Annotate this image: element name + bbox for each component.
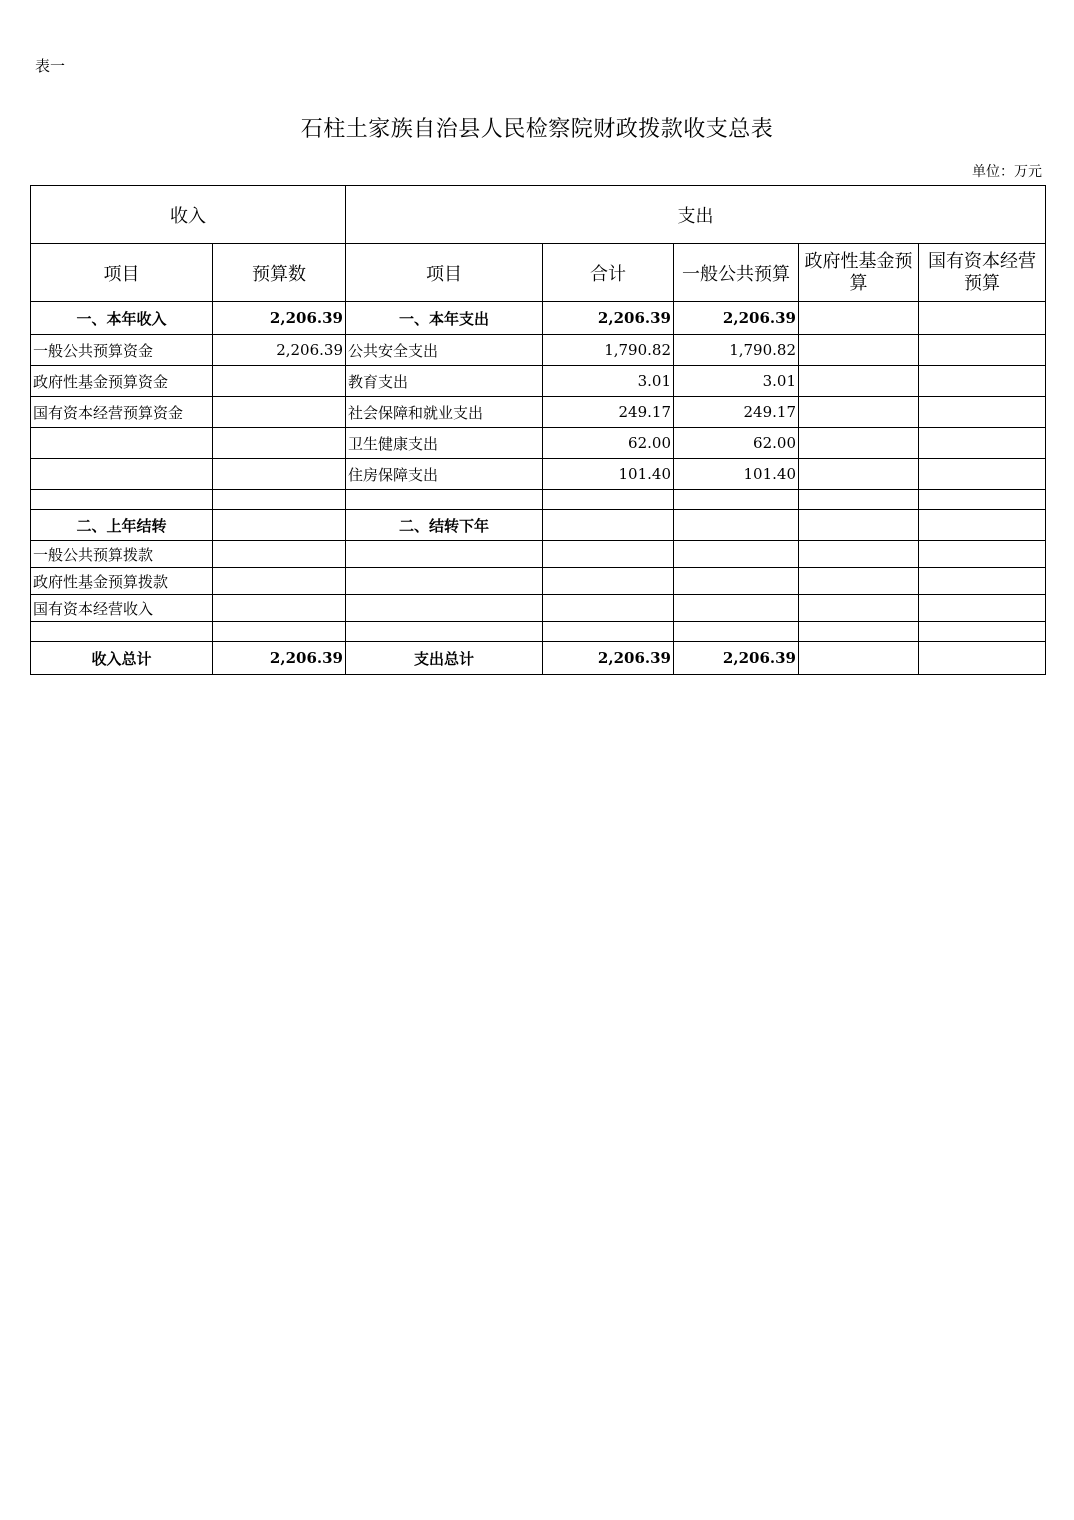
total-header: 合计	[543, 244, 674, 302]
income-value-cell	[213, 366, 346, 397]
income-item-cell: 一般公共预算资金	[31, 335, 213, 366]
income-value-cell	[213, 459, 346, 490]
state-capital-cell	[919, 459, 1046, 490]
income-total-value: 2,206.39	[213, 642, 346, 675]
state-capital-cell	[919, 568, 1046, 595]
gov-fund-cell	[799, 459, 919, 490]
table-row	[31, 490, 1046, 510]
state-capital-cell	[919, 302, 1046, 335]
expense-item-cell: 卫生健康支出	[346, 428, 543, 459]
general-budget-header: 一般公共预算	[674, 244, 799, 302]
general-budget-cell	[674, 541, 799, 568]
state-capital-cell	[919, 335, 1046, 366]
expense-total-value: 2,206.39	[543, 642, 674, 675]
expense-item-cell	[346, 568, 543, 595]
income-item-cell: 政府性基金预算资金	[31, 366, 213, 397]
general-budget-cell	[674, 510, 799, 541]
income-item-cell: 国有资本经营收入	[31, 595, 213, 622]
page-title: 石柱土家族自治县人民检察院财政拨款收支总表	[300, 117, 774, 142]
expense-total-label: 支出总计	[346, 642, 543, 675]
table-row	[31, 335, 1046, 366]
expense-item-cell: 社会保障和就业支出	[346, 397, 543, 428]
general-budget-cell	[674, 622, 799, 642]
state-capital-cell	[919, 541, 1046, 568]
expense-group-header: 支出	[346, 186, 1046, 244]
total-cell: 2,206.39	[543, 302, 674, 335]
table-row	[31, 568, 1046, 595]
gov-fund-budget-header: 政府性基金预算	[799, 244, 919, 302]
total-cell	[543, 541, 674, 568]
expense-item-cell	[346, 541, 543, 568]
income-value-cell	[213, 568, 346, 595]
total-cell: 1,790.82	[543, 335, 674, 366]
gov-fund-cell	[799, 510, 919, 541]
general-budget-cell	[674, 490, 799, 510]
state-capital-cell	[919, 595, 1046, 622]
gov-fund-total-value	[799, 642, 919, 675]
income-value-cell	[213, 490, 346, 510]
expense-item-cell: 住房保障支出	[346, 459, 543, 490]
expense-item-cell	[346, 595, 543, 622]
table-row	[31, 302, 1046, 335]
general-budget-cell	[674, 595, 799, 622]
general-budget-cell: 1,790.82	[674, 335, 799, 366]
income-item-cell: 一般公共预算拨款	[31, 541, 213, 568]
income-value-cell	[213, 428, 346, 459]
income-value-cell	[213, 595, 346, 622]
total-cell: 101.40	[543, 459, 674, 490]
income-value-cell	[213, 397, 346, 428]
income-value-cell	[213, 541, 346, 568]
state-capital-cell	[919, 622, 1046, 642]
income-budget-header: 预算数	[213, 244, 346, 302]
total-cell	[543, 595, 674, 622]
gov-fund-cell	[799, 428, 919, 459]
income-item-cell	[31, 459, 213, 490]
income-item-cell: 国有资本经营预算资金	[31, 397, 213, 428]
expense-item-cell: 公共安全支出	[346, 335, 543, 366]
general-budget-cell: 2,206.39	[674, 302, 799, 335]
gov-fund-cell	[799, 335, 919, 366]
gov-fund-cell	[799, 366, 919, 397]
income-item-header: 项目	[31, 244, 213, 302]
gov-fund-cell	[799, 568, 919, 595]
total-cell	[543, 568, 674, 595]
expense-item-cell	[346, 622, 543, 642]
state-capital-budget-header: 国有资本经营预算	[919, 244, 1046, 302]
budget-table	[30, 185, 1046, 675]
unit-label: 单位：万元	[972, 164, 1042, 180]
table-label: 表一	[35, 57, 66, 75]
gov-fund-cell	[799, 490, 919, 510]
income-item-cell	[31, 490, 213, 510]
total-cell	[543, 622, 674, 642]
table-row-totals	[31, 642, 1046, 675]
income-item-cell: 政府性基金预算拨款	[31, 568, 213, 595]
income-value-cell	[213, 510, 346, 541]
income-group-header: 收入	[31, 186, 346, 244]
total-cell: 249.17	[543, 397, 674, 428]
table-row	[31, 622, 1046, 642]
table-row	[31, 397, 1046, 428]
income-item-cell: 一、本年收入	[31, 302, 213, 335]
state-capital-cell	[919, 428, 1046, 459]
expense-item-cell: 教育支出	[346, 366, 543, 397]
income-value-cell: 2,206.39	[213, 335, 346, 366]
total-cell	[543, 510, 674, 541]
table-row	[31, 541, 1046, 568]
gov-fund-cell	[799, 622, 919, 642]
total-cell: 62.00	[543, 428, 674, 459]
gov-fund-cell	[799, 595, 919, 622]
gov-fund-cell	[799, 541, 919, 568]
gov-fund-cell	[799, 397, 919, 428]
expense-item-header: 项目	[346, 244, 543, 302]
general-budget-cell: 249.17	[674, 397, 799, 428]
general-budget-cell: 62.00	[674, 428, 799, 459]
expense-item-cell: 一、本年支出	[346, 302, 543, 335]
state-capital-cell	[919, 490, 1046, 510]
general-budget-cell: 3.01	[674, 366, 799, 397]
state-capital-cell	[919, 397, 1046, 428]
income-total-label: 收入总计	[31, 642, 213, 675]
table-row	[31, 366, 1046, 397]
state-capital-cell	[919, 510, 1046, 541]
table-row	[31, 510, 1046, 541]
gov-fund-cell	[799, 302, 919, 335]
table-row	[31, 428, 1046, 459]
state-capital-total-value	[919, 642, 1046, 675]
total-cell: 3.01	[543, 366, 674, 397]
state-capital-cell	[919, 366, 1046, 397]
expense-item-cell	[346, 490, 543, 510]
income-value-cell: 2,206.39	[213, 302, 346, 335]
general-budget-total-value: 2,206.39	[674, 642, 799, 675]
income-item-cell	[31, 622, 213, 642]
general-budget-cell	[674, 568, 799, 595]
income-value-cell	[213, 622, 346, 642]
income-item-cell	[31, 428, 213, 459]
table-row	[31, 595, 1046, 622]
income-item-cell: 二、上年结转	[31, 510, 213, 541]
expense-item-cell: 二、结转下年	[346, 510, 543, 541]
table-row	[31, 459, 1046, 490]
general-budget-cell: 101.40	[674, 459, 799, 490]
total-cell	[543, 490, 674, 510]
